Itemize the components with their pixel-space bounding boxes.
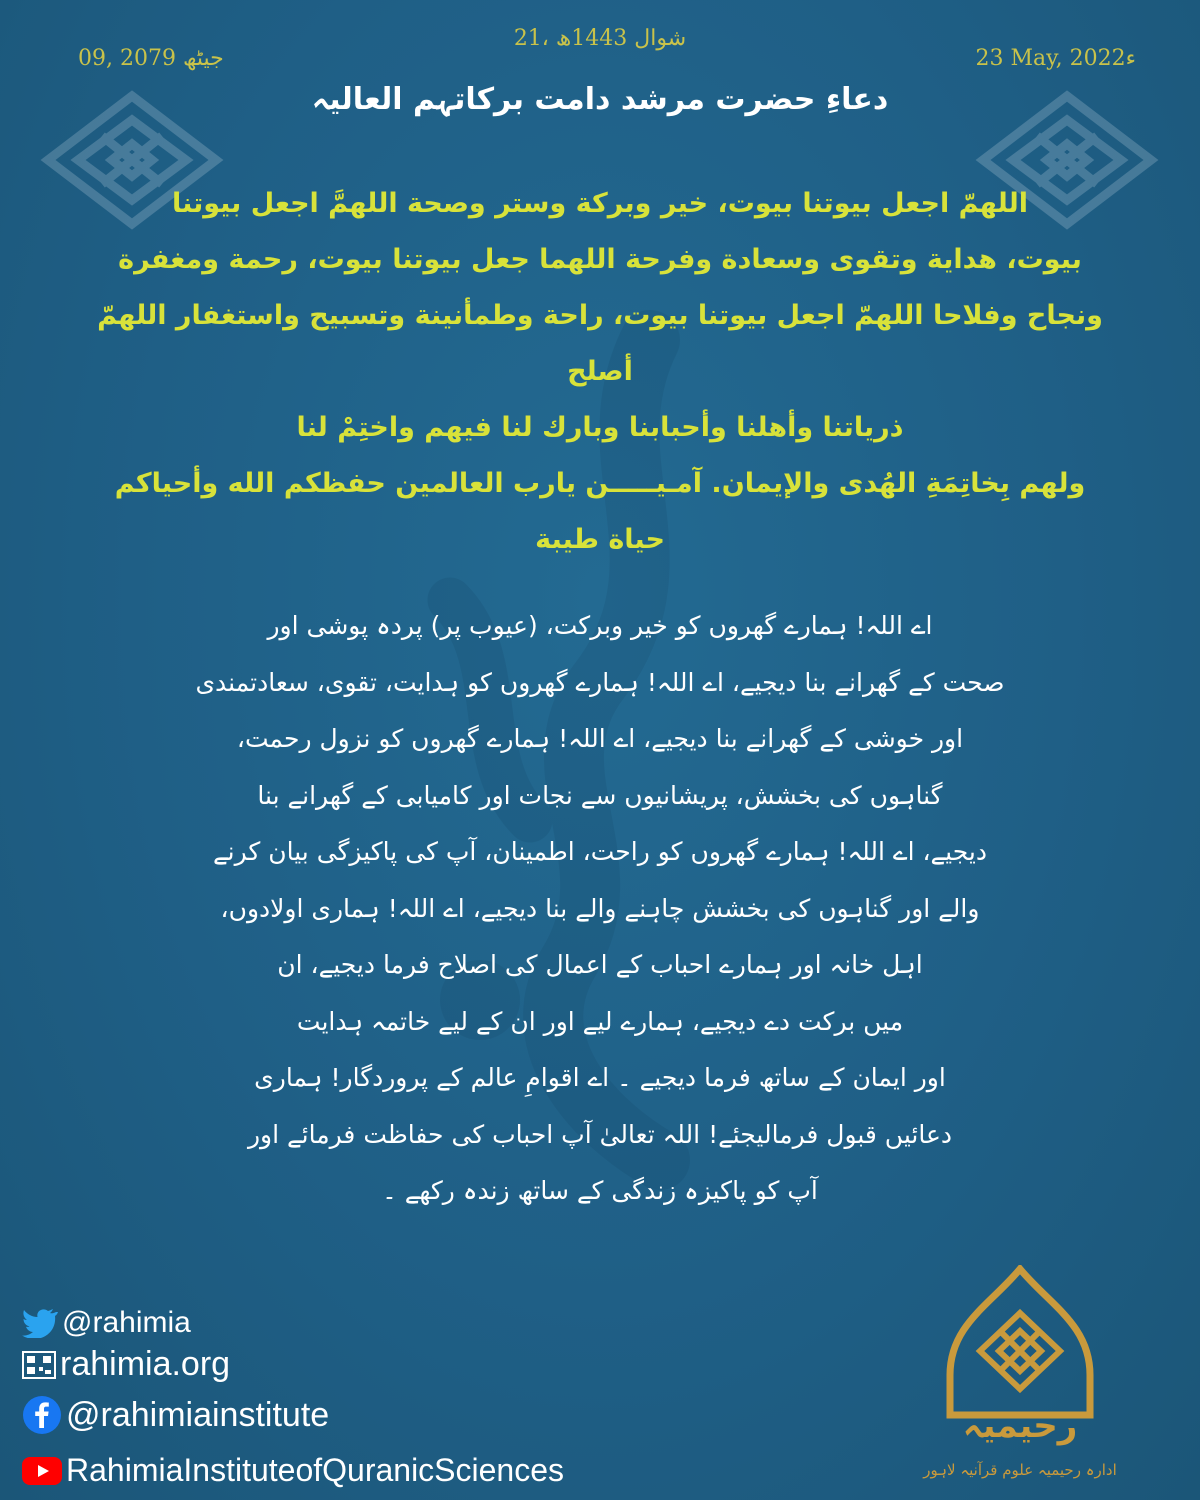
website-link[interactable] <box>22 1345 230 1384</box>
website-url: rahimia.org <box>60 1345 231 1383</box>
gregorian-date: 23 May, 2022ء <box>975 46 1136 71</box>
arabic-line: بيوت، هداية وتقوى وسعادة وفرحة اللهما جعل بيوتنا بيوت، رحمة ومغفرة <box>118 244 1082 275</box>
arabic-line: ولهم بِخاتِمَةِ الهُدى والإيمان. آمـيـــــن يارب العالمين حفظكم الله وأحياكم <box>114 468 1086 499</box>
urdu-line: میں برکت دے دیجیے، ہمارے لیے اور ان کے لیے خاتمہ ہدایت <box>296 1006 904 1036</box>
urdu-line: دعائیں قبول فرمالیجئے! اللہ تعالیٰ آپ احباب کی حفاظت فرمائے اور <box>247 1119 953 1149</box>
urdu-line: آپ کو پاکیزہ زندگی کے ساتھ زندہ رکھے ۔ <box>382 1176 818 1205</box>
arabic-dua <box>70 176 1130 568</box>
urdu-line: اے اللہ! ہمارے گھروں کو خیر وبرکت، (عیوب پر) پردہ پوشی اور <box>267 611 933 640</box>
youtube-icon <box>22 1457 62 1485</box>
facebook-icon <box>22 1395 62 1435</box>
urdu-line: صحت کے گھرانے بنا دیجیے، اے اللہ! ہمارے گھروں کو ہدایت، تقوی، سعادتمندی <box>195 667 1005 697</box>
facebook-link[interactable] <box>22 1395 329 1435</box>
urdu-translation <box>170 598 1030 1220</box>
urdu-line: اور ایمان کے ساتھ فرما دیجیے ۔ اے اقوامِ عالم کے پروردگار! ہماری <box>254 1063 946 1092</box>
logo-text: رحیمیہ <box>962 1406 1078 1446</box>
twitter-icon <box>22 1308 58 1338</box>
youtube-channel: RahimiaInstituteofQuranicSciences <box>66 1452 565 1488</box>
page-title: دعاءِ حضرت مرشد دامت برکاتہم العالیہ <box>311 82 889 117</box>
bikrami-date: 09, جیٹھ 2079 <box>78 46 224 71</box>
arabic-line: ذرياتنا وأهلنا وأحبابنا وبارك لنا فيهم واختِمْ لنا <box>296 412 904 443</box>
twitter-link[interactable] <box>22 1306 191 1340</box>
arabic-line: اللهمّ اجعل بيوتنا بيوت، خير وبركة وستر وصحة اللهمَّ اجعل بيوتنا <box>171 188 1029 219</box>
logo-subtext: ادارہ رحیمیہ علوم قرآنیہ لاہور <box>923 1461 1117 1479</box>
arabic-line: ونجاح وفلاحا اللهمّ اجعل بيوتنا بيوت، راحة وطمأنينة وتسبيح واستغفار اللهمّ أصلح <box>97 300 1103 387</box>
hijri-date: 21، شوال 1443ھ <box>513 26 687 51</box>
rahimia-logo-icon <box>900 1265 1140 1495</box>
qr-code-icon <box>22 1351 56 1379</box>
urdu-line: اہل خانہ اور ہمارے احباب کے اعمال کی اصلاح فرما دیجیے، ان <box>277 950 923 979</box>
arabic-line: حياة طيبة <box>535 524 665 555</box>
urdu-line: والے اور گناہوں کی بخشش چاہنے والے بنا دیجیے، اے اللہ! ہماری اولادوں، <box>220 893 980 923</box>
urdu-line: اور خوشی کے گھرانے بنا دیجیے، اے اللہ! ہمارے گھروں کو نزول رحمت، <box>236 724 964 753</box>
urdu-line: دیجیے، اے اللہ! ہمارے گھروں کو راحت، اطمینان، آپ کی پاکیزگی بیان کرنے <box>213 837 987 866</box>
youtube-link[interactable] <box>22 1452 564 1489</box>
facebook-handle: @rahimiainstitute <box>66 1395 330 1434</box>
urdu-line: گناہوں کی بخشش، پریشانیوں سے نجات اور کامیابی کے گھرانے بنا <box>257 780 943 810</box>
twitter-handle: @rahimia <box>62 1306 191 1339</box>
